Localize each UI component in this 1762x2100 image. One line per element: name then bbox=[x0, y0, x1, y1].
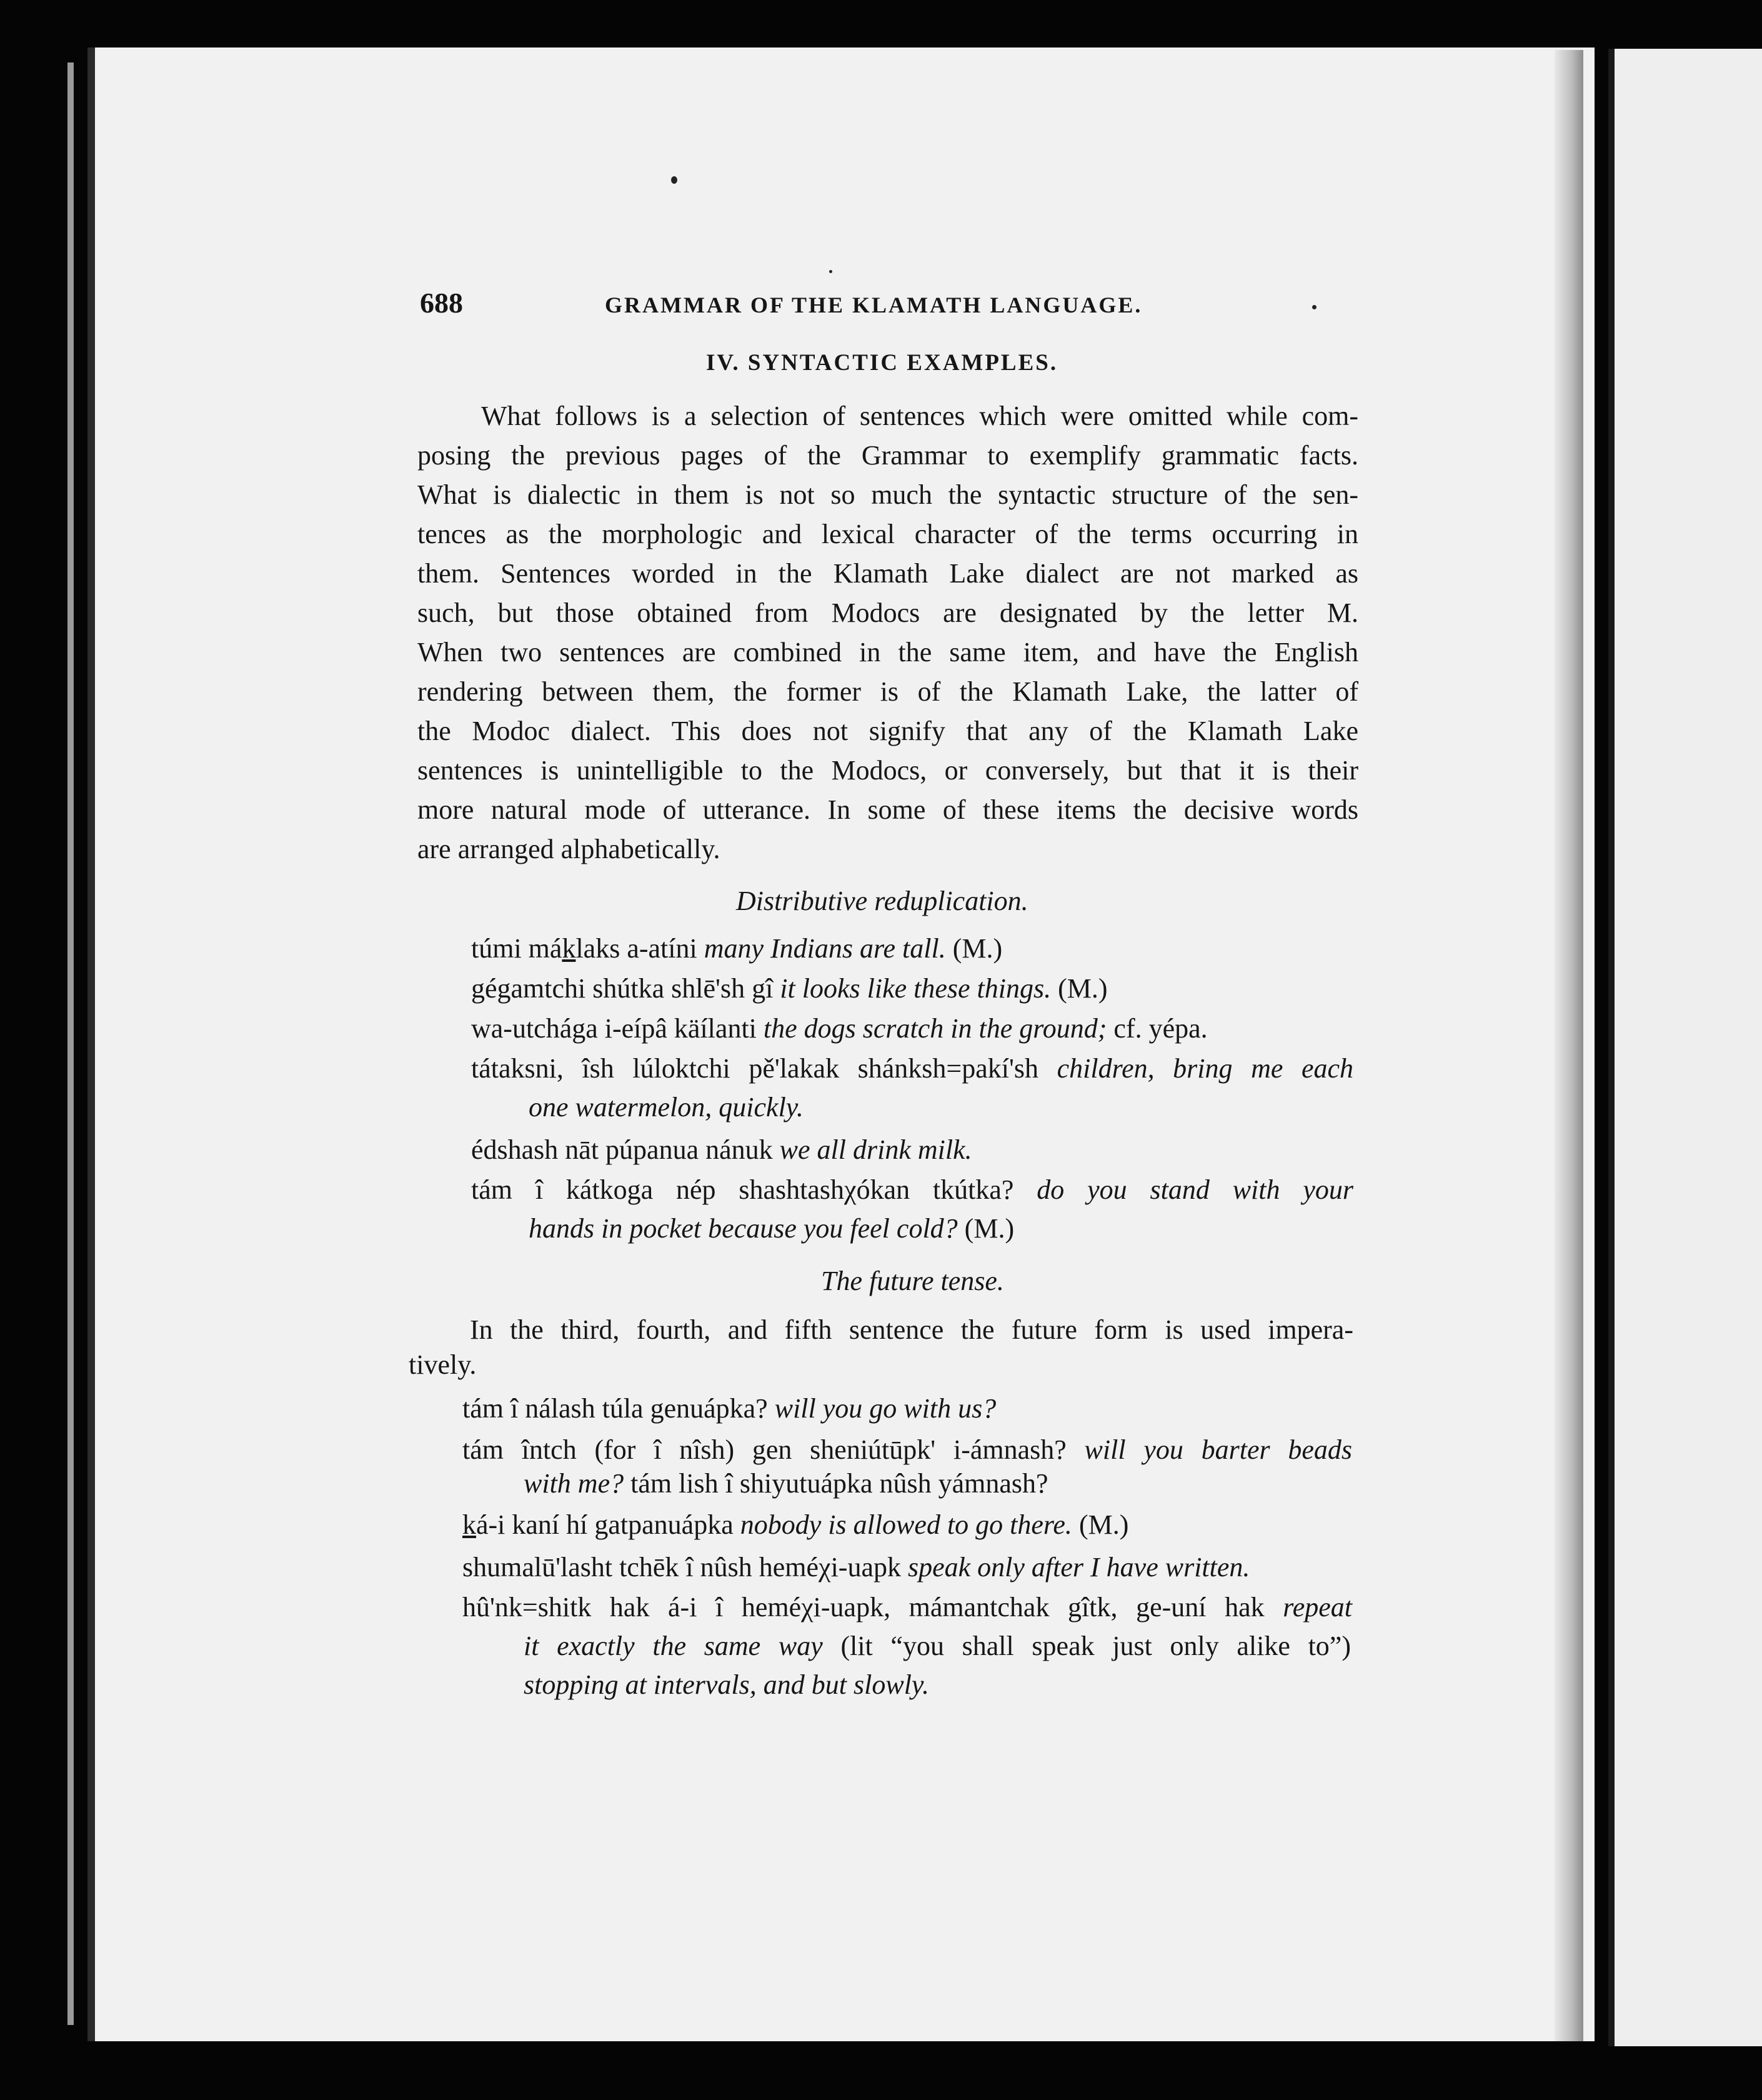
ink-speck bbox=[671, 176, 677, 184]
example-line: tám întch (for î nîsh) gen sheniútūpk' i-ámnash? will you barter beads bbox=[462, 1434, 1353, 1465]
paragraph-line: them. Sentences worded in the Klamath Lake dialect are not marked as bbox=[417, 558, 1358, 589]
paragraph-line: are arranged alphabetically. bbox=[417, 834, 720, 864]
paragraph-line: tences as the morphologic and lexical character of the terms occurring in bbox=[417, 519, 1358, 549]
gloss: speak only after I have written. bbox=[907, 1552, 1250, 1582]
running-title: GRAMMAR OF THE KLAMATH LANGUAGE. bbox=[605, 292, 1143, 318]
paragraph-line: When two sentences are combined in the same item, and have the English bbox=[417, 637, 1358, 668]
example-continuation: one watermelon, quickly. bbox=[529, 1092, 804, 1122]
paragraph-line: the Modoc dialect. This does not signify that any of the Klamath Lake bbox=[417, 716, 1358, 746]
paragraph-line: such, but those obtained from Modocs are designated by the letter M. bbox=[417, 598, 1358, 628]
subsection-heading: The future tense. bbox=[821, 1266, 1004, 1296]
example-line: tám î nálash túla genuápka? will you go with us? bbox=[462, 1393, 997, 1424]
example-line: gégamtchi shútka shlē'sh gî it looks like these things. (M.) bbox=[471, 973, 1108, 1004]
gloss: it looks like these things. bbox=[780, 973, 1052, 1004]
paragraph-line: posing the previous pages of the Grammar to exemplify grammatic facts. bbox=[417, 440, 1358, 471]
page-number: 688 bbox=[420, 287, 463, 319]
paragraph-line: tively. bbox=[409, 1349, 477, 1380]
subsection-heading: Distributive reduplication. bbox=[736, 886, 1028, 916]
gloss: many Indians are tall. bbox=[704, 933, 946, 964]
paragraph-line: rendering between them, the former is of the Klamath Lake, the latter of bbox=[417, 676, 1358, 707]
gloss: do you stand with your bbox=[1037, 1174, 1353, 1205]
gloss: will you go with us? bbox=[774, 1393, 997, 1424]
page-edge bbox=[67, 62, 74, 2025]
example-continuation: it exactly the same way (lit “you shall speak just only alike to”) bbox=[524, 1631, 1351, 1661]
example-line: túmi máklaks a-atíni many Indians are tall. (M.) bbox=[471, 933, 1003, 964]
book-gutter bbox=[1555, 50, 1583, 2041]
example-line: shumalū'lasht tchēk î nûsh heméχi-uapk speak only after I have written. bbox=[462, 1552, 1250, 1582]
ink-speck bbox=[1312, 305, 1317, 309]
example-continuation: with me? tám lish î shiyutuápka nûsh yámnash? bbox=[524, 1468, 1048, 1499]
facing-page bbox=[1608, 49, 1762, 2046]
example-line: tátaksni, îsh lúloktchi pě'lakak shánksh=pakí'sh children, bring me each bbox=[471, 1053, 1354, 1084]
section-title: IV. SYNTACTIC EXAMPLES. bbox=[706, 350, 1058, 376]
gloss: repeat bbox=[1283, 1592, 1352, 1622]
paragraph-line: What is dialectic in them is not so much the syntactic structure of the sen- bbox=[417, 479, 1358, 510]
gloss: the dogs scratch in the ground; bbox=[763, 1013, 1107, 1044]
paragraph-line: more natural mode of utterance. In some of these items the decisive words bbox=[417, 794, 1358, 825]
paragraph-line: What follows is a selection of sentences which were omitted while com- bbox=[481, 401, 1358, 431]
example-line: ká-i kaní hí gatpanuápka nobody is allowed to go there. (M.) bbox=[462, 1509, 1129, 1540]
example-continuation: hands in pocket because you feel cold? (M.) bbox=[529, 1213, 1015, 1244]
book-page bbox=[87, 48, 1595, 2041]
example-line: hû'nk=shitk hak á-i î heméχi-uapk, mámantchak gîtk, ge-uní hak repeat bbox=[462, 1592, 1352, 1622]
example-line: édshash nāt púpanua nánuk we all drink milk. bbox=[471, 1134, 972, 1165]
ink-speck bbox=[829, 270, 832, 273]
example-continuation: stopping at intervals, and but slowly. bbox=[524, 1669, 930, 1700]
gloss: we all drink milk. bbox=[779, 1134, 972, 1165]
example-line: wa-utchága i-eípâ käílanti the dogs scratch in the ground; cf. yépa. bbox=[471, 1013, 1208, 1044]
paragraph-line: sentences is unintelligible to the Modocs, or conversely, but that it is their bbox=[417, 755, 1358, 786]
gloss: will you barter beads bbox=[1084, 1434, 1353, 1465]
paragraph-line: In the third, fourth, and fifth sentence the future form is used impera- bbox=[470, 1314, 1353, 1345]
gloss: children, bring me each bbox=[1057, 1053, 1354, 1084]
gloss: nobody is allowed to go there. bbox=[740, 1509, 1072, 1540]
example-line: tám î kátkoga nép shashtashχókan tkútka? do you stand with your bbox=[471, 1174, 1353, 1205]
